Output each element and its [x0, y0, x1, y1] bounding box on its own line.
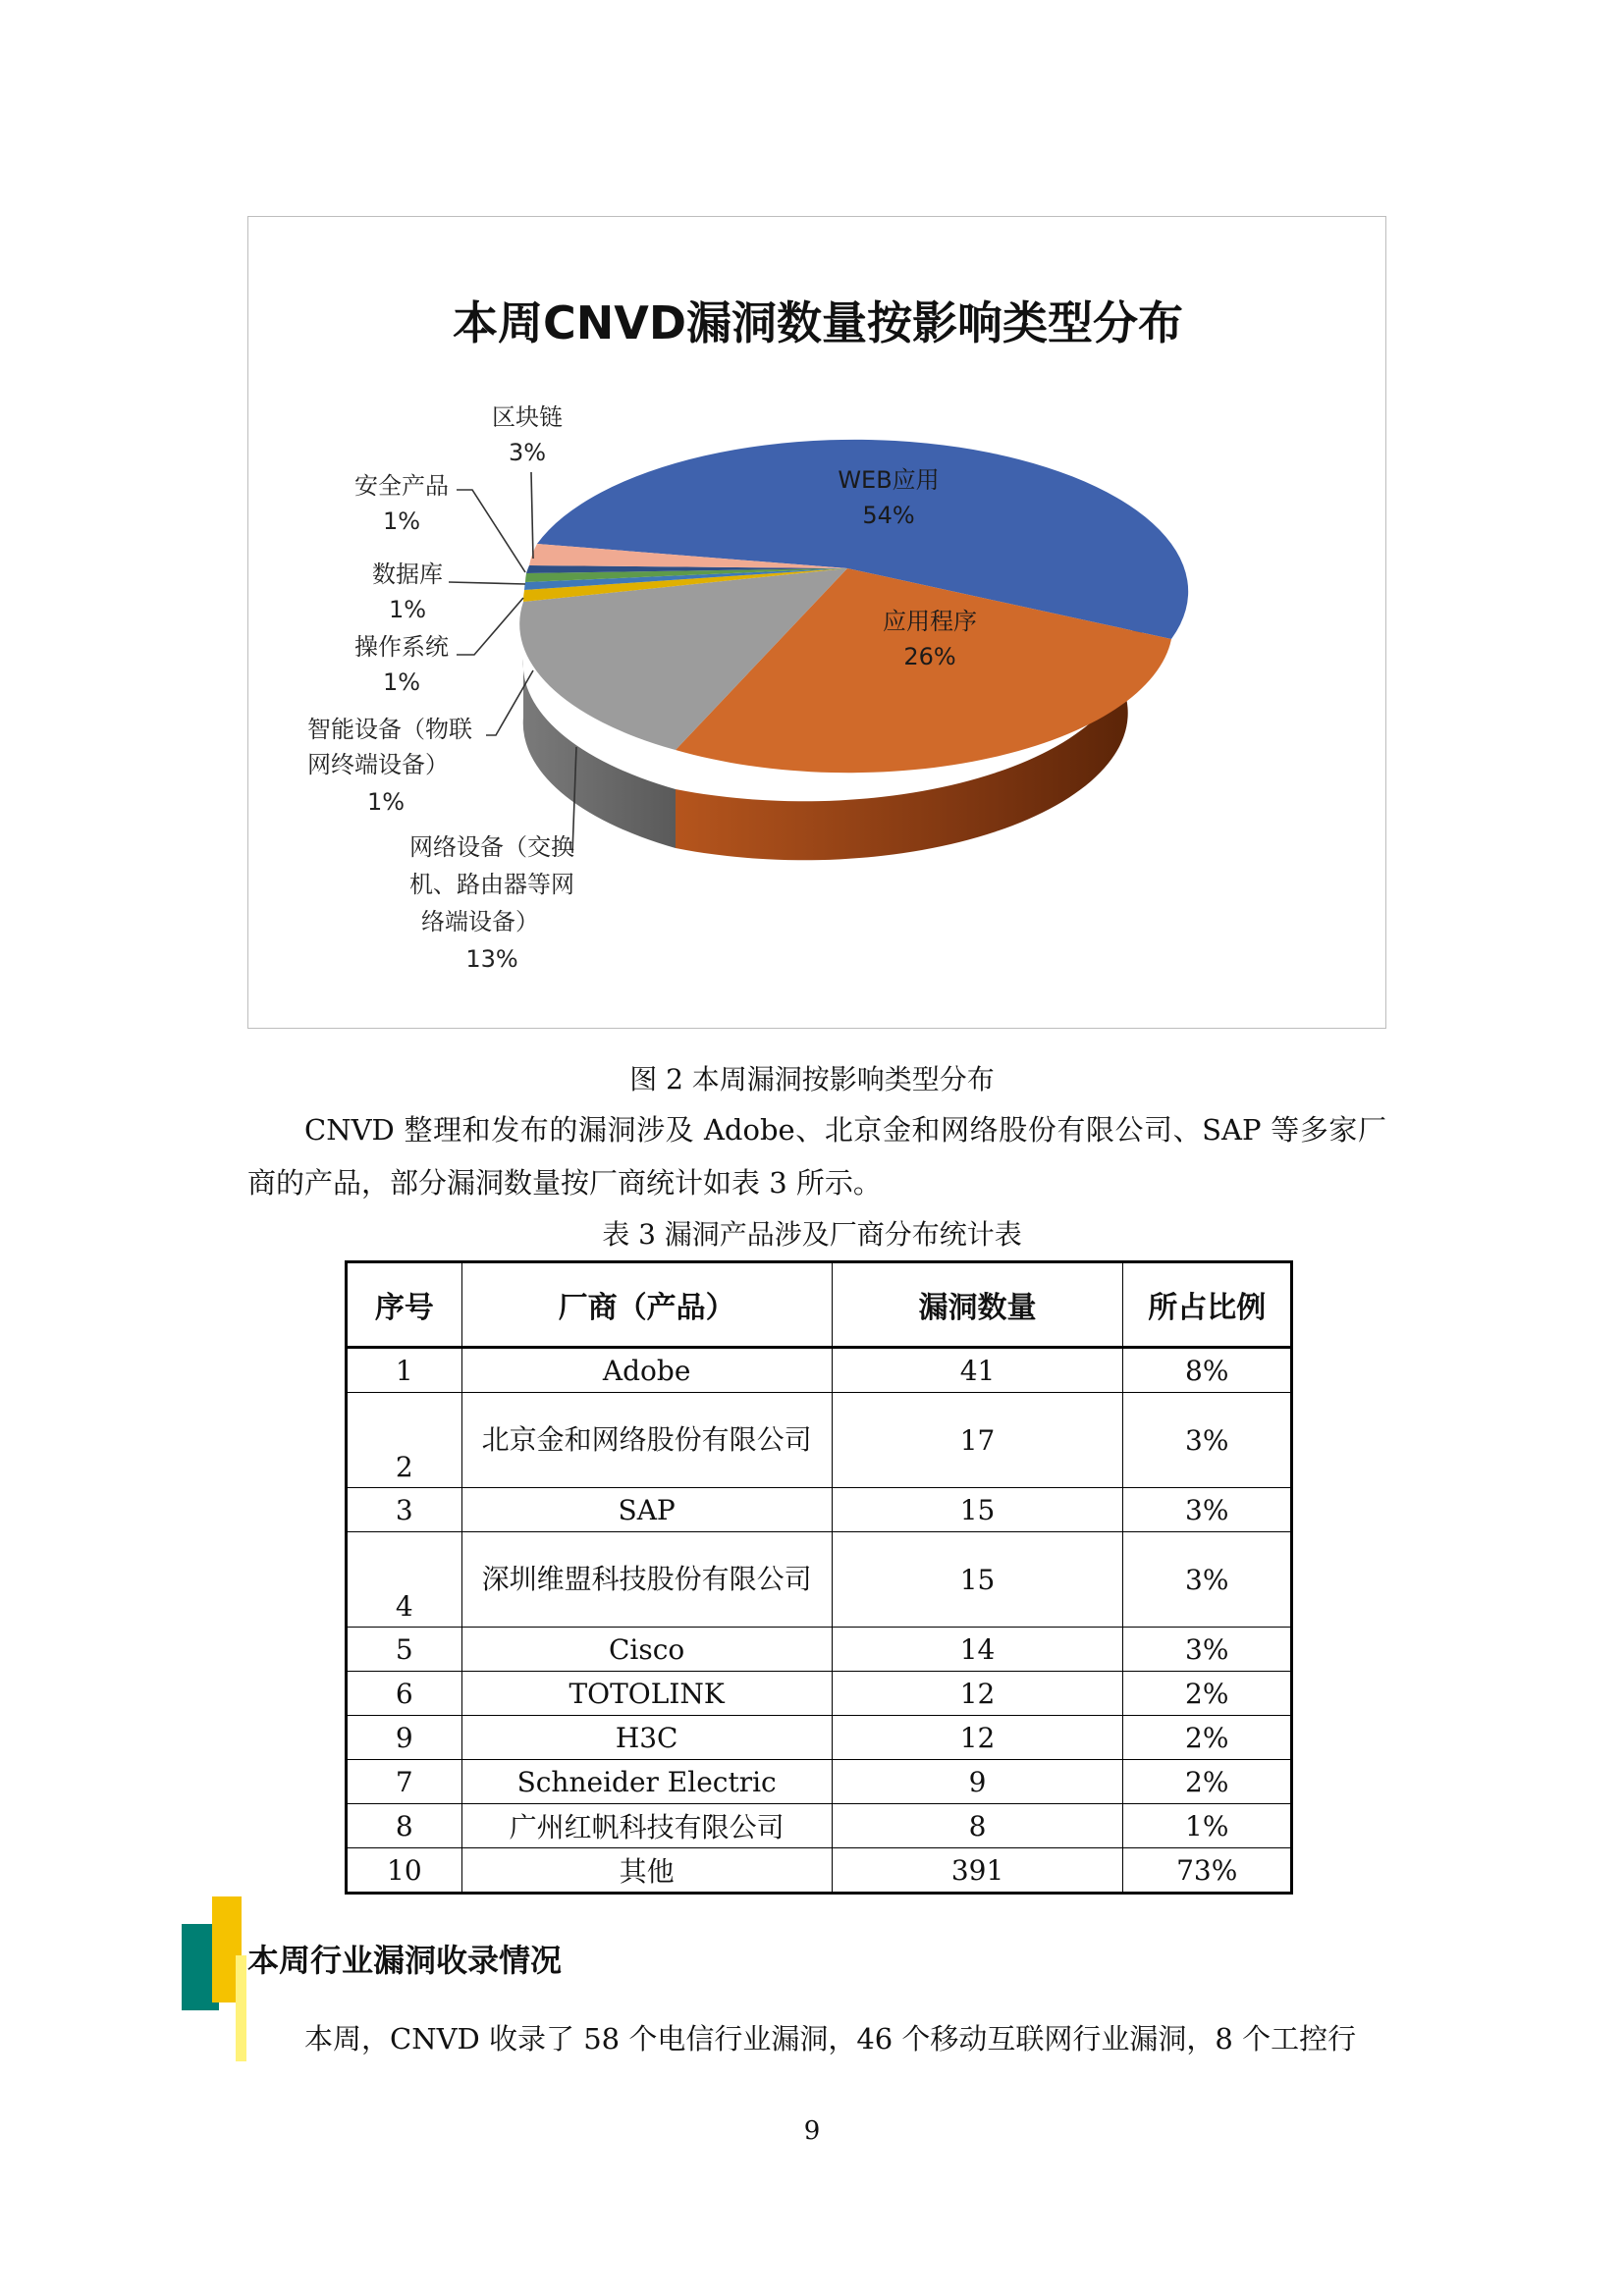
cell-count: 12 — [832, 1672, 1123, 1716]
cell-vendor: 其他 — [461, 1848, 832, 1894]
figure-caption: 图 2 本周漏洞按影响类型分布 — [629, 1063, 995, 1095]
header-count: 漏洞数量 — [832, 1262, 1123, 1348]
cell-seq: 8 — [347, 1804, 462, 1848]
body-paragraph-industry: 本周，CNVD 收录了 58 个电信行业漏洞，46 个移动互联网行业漏洞，8 个工控行 — [304, 2022, 1357, 2056]
label-os-name: 操作系统 — [354, 633, 449, 661]
label-smart-line2: 网终端设备） — [307, 751, 449, 778]
deco-lightyellow-bar — [236, 1955, 246, 2061]
label-network-line2: 机、路由器等网 — [409, 871, 574, 898]
table-row — [347, 1760, 1292, 1804]
chart-frame — [247, 216, 1386, 1029]
table-row — [347, 1488, 1292, 1532]
cell-vendor: TOTOLINK — [461, 1672, 832, 1716]
cell-count: 15 — [832, 1532, 1123, 1628]
cell-ratio: 3% — [1123, 1532, 1292, 1628]
cell-vendor: Cisco — [461, 1628, 832, 1672]
cell-vendor: 广州红帆科技有限公司 — [461, 1804, 832, 1848]
cell-count: 391 — [832, 1848, 1123, 1894]
cell-seq: 7 — [347, 1760, 462, 1804]
cell-seq: 6 — [347, 1672, 462, 1716]
label-network-line3: 络端设备） — [421, 908, 539, 935]
cell-vendor: Adobe — [461, 1348, 832, 1393]
label-network-line1: 网络设备（交换 — [409, 833, 574, 861]
cell-ratio: 3% — [1123, 1393, 1292, 1488]
page-number: 9 — [803, 2116, 821, 2146]
label-chain-name: 区块链 — [492, 403, 563, 431]
chart-title: 本周CNVD漏洞数量按影响类型分布 — [452, 296, 1184, 349]
header-seq: 序号 — [347, 1262, 462, 1348]
cell-vendor: Schneider Electric — [461, 1760, 832, 1804]
table-row — [347, 1393, 1292, 1488]
header-vendor: 厂商（产品） — [461, 1262, 832, 1348]
cell-count: 14 — [832, 1628, 1123, 1672]
label-sec-pct: 1% — [382, 507, 421, 535]
cell-seq: 5 — [347, 1628, 462, 1672]
cell-ratio: 2% — [1123, 1760, 1292, 1804]
label-chain-pct: 3% — [508, 439, 547, 466]
label-db-name: 数据库 — [372, 561, 443, 588]
cell-count: 8 — [832, 1804, 1123, 1848]
cell-seq: 9 — [347, 1716, 462, 1760]
pie-chart — [248, 217, 1387, 1030]
label-network-pct: 13% — [465, 945, 518, 973]
cell-vendor: H3C — [461, 1716, 832, 1760]
leader-os — [457, 598, 523, 655]
label-smart-pct: 1% — [366, 788, 406, 816]
cell-count: 9 — [832, 1760, 1123, 1804]
label-smart-line1: 智能设备（物联 — [307, 716, 472, 743]
table-row — [347, 1348, 1292, 1393]
cell-count: 15 — [832, 1488, 1123, 1532]
cell-count: 41 — [832, 1348, 1123, 1393]
header-ratio: 所占比例 — [1123, 1262, 1292, 1348]
table-caption: 表 3 漏洞产品涉及厂商分布统计表 — [602, 1218, 1022, 1251]
cell-vendor: 深圳维盟科技股份有限公司 — [461, 1532, 832, 1628]
vendor-table — [345, 1260, 1293, 1895]
cell-ratio: 2% — [1123, 1672, 1292, 1716]
table-row — [347, 1532, 1292, 1628]
cell-seq: 10 — [347, 1848, 462, 1894]
cell-seq: 2 — [347, 1393, 462, 1488]
table-row — [347, 1848, 1292, 1894]
table-row — [347, 1628, 1292, 1672]
label-app-name: 应用程序 — [883, 608, 977, 635]
label-db-pct: 1% — [388, 596, 427, 623]
label-web-pct: 54% — [862, 502, 915, 529]
leader-sec — [457, 490, 525, 572]
section-heading: 本周行业漏洞收录情况 — [247, 1942, 563, 1979]
leader-chain — [531, 472, 533, 559]
body-paragraph-vendors: CNVD 整理和发布的漏洞涉及 Adobe、北京金和网络股份有限公司、SAP 等多家厂商的产品，部分漏洞数量按厂商统计如表 3 所示。 — [247, 1113, 1386, 1200]
cell-ratio: 2% — [1123, 1716, 1292, 1760]
cell-ratio: 73% — [1123, 1848, 1292, 1894]
label-web-name: WEB应用 — [838, 466, 940, 494]
cell-ratio: 1% — [1123, 1804, 1292, 1848]
table-row — [347, 1804, 1292, 1848]
cell-ratio: 3% — [1123, 1628, 1292, 1672]
cell-count: 12 — [832, 1716, 1123, 1760]
table-row — [347, 1672, 1292, 1716]
cell-seq: 3 — [347, 1488, 462, 1532]
label-sec-name: 安全产品 — [354, 472, 449, 500]
label-app-pct: 26% — [903, 643, 956, 670]
cell-ratio: 3% — [1123, 1488, 1292, 1532]
cell-vendor: 北京金和网络股份有限公司 — [461, 1393, 832, 1488]
table-row — [347, 1716, 1292, 1760]
cell-seq: 1 — [347, 1348, 462, 1393]
cell-seq: 4 — [347, 1532, 462, 1628]
table-header-row — [347, 1262, 1292, 1348]
cell-ratio: 8% — [1123, 1348, 1292, 1393]
leader-db — [449, 582, 525, 584]
cell-vendor: SAP — [461, 1488, 832, 1532]
label-os-pct: 1% — [382, 668, 421, 696]
heading-decoration-icon — [182, 1896, 250, 2063]
cell-count: 17 — [832, 1393, 1123, 1488]
